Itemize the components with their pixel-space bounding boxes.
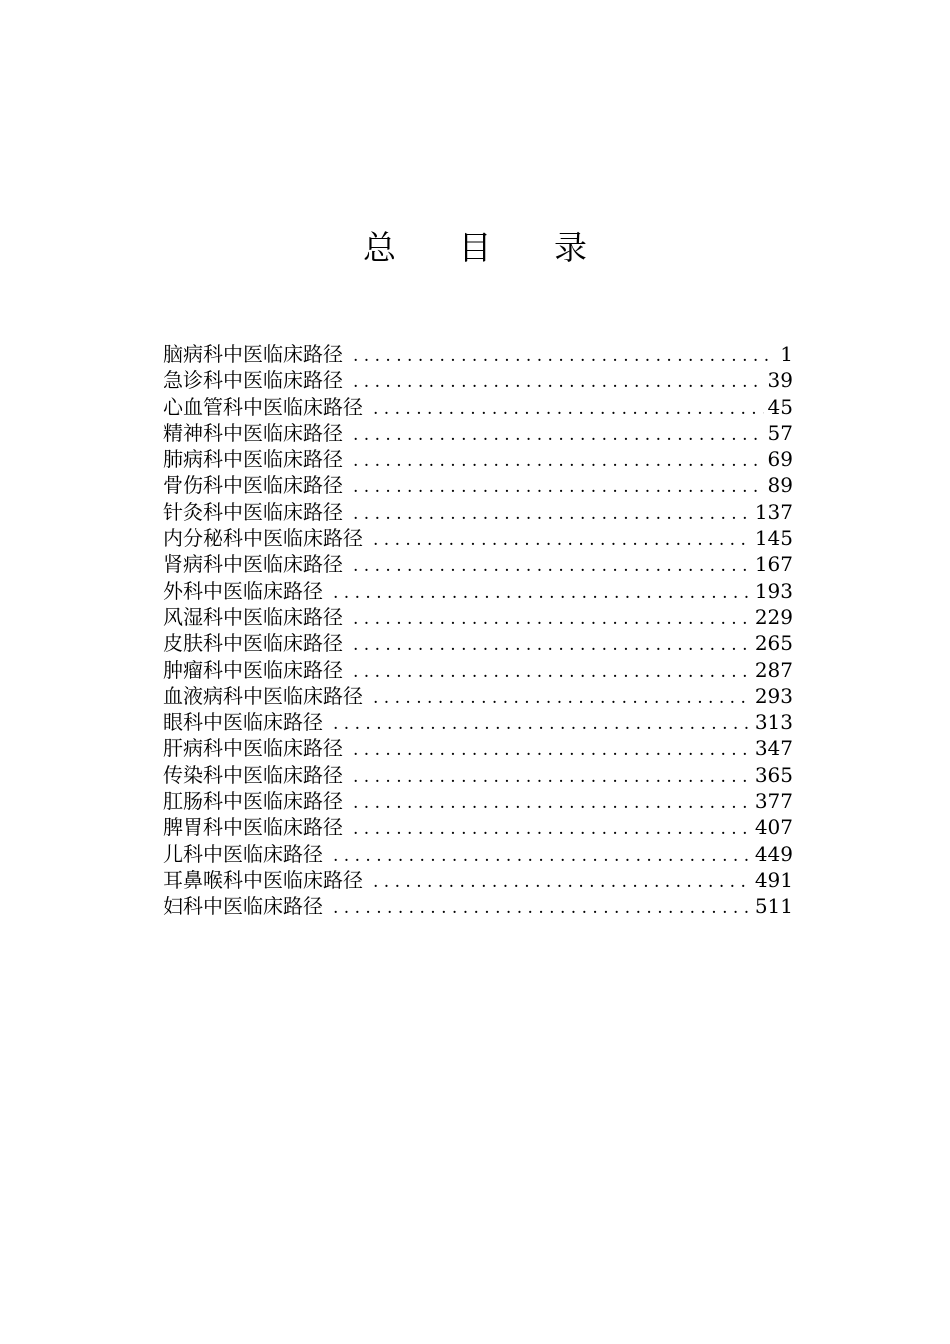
toc-entry-page-number: 377 [754, 789, 793, 814]
toc-entry-label: 精神科中医临床路径 [163, 420, 343, 445]
toc-entry-label: 肾病科中医临床路径 [163, 552, 343, 577]
toc-entry-page-number: 193 [754, 578, 793, 603]
toc-entry-page-number: 347 [754, 736, 793, 761]
toc-dot-leader [353, 816, 751, 840]
toc-dot-leader [353, 790, 751, 814]
page-title: 总 目 录 [363, 228, 613, 267]
toc-entry[interactable] [163, 841, 793, 867]
toc-entry-page-number: 511 [754, 894, 793, 919]
toc-entry-page-number: 365 [754, 762, 793, 787]
toc-entry-label: 急诊科中医临床路径 [163, 368, 343, 393]
toc-dot-leader [353, 343, 776, 367]
toc-entry[interactable] [163, 735, 793, 761]
toc-dot-leader [353, 474, 764, 498]
toc-dot-leader [353, 737, 751, 761]
toc-entry-page-number: 287 [754, 657, 793, 682]
toc-entry[interactable] [163, 683, 793, 709]
toc-dot-leader [353, 369, 764, 393]
toc-entry[interactable] [163, 367, 793, 393]
toc-entry-page-number: 145 [754, 526, 793, 551]
toc-entry-label: 肿瘤科中医临床路径 [163, 657, 343, 682]
toc-dot-leader [353, 448, 764, 472]
toc-dot-leader [373, 396, 764, 420]
toc-entry[interactable] [163, 604, 793, 630]
toc-entry-label: 脑病科中医临床路径 [163, 342, 343, 366]
toc-entry-label: 传染科中医临床路径 [163, 762, 343, 787]
toc-entry-label: 针灸科中医临床路径 [163, 499, 343, 524]
toc-entry-page-number: 69 [767, 447, 793, 472]
toc-entry[interactable] [163, 657, 793, 683]
toc-entry-label: 妇科中医临床路径 [163, 894, 323, 919]
toc-entry[interactable] [163, 472, 793, 498]
toc-entry-page-number: 1 [780, 342, 793, 366]
toc-entry-page-number: 293 [754, 683, 793, 708]
toc-dot-leader [353, 764, 751, 788]
toc-dot-leader [353, 632, 751, 656]
toc-entry-label: 儿科中医临床路径 [163, 841, 323, 866]
toc-entry-page-number: 265 [754, 631, 793, 656]
toc-entry-label: 皮肤科中医临床路径 [163, 631, 343, 656]
toc-entry-label: 心血管科中医临床路径 [163, 394, 363, 419]
toc-entry[interactable] [163, 709, 793, 735]
toc-dot-leader [333, 711, 751, 735]
toc-entry-label: 内分秘科中医临床路径 [163, 526, 363, 551]
table-of-contents [163, 341, 793, 920]
toc-dot-leader [333, 580, 751, 604]
toc-entry[interactable] [163, 630, 793, 656]
toc-entry[interactable] [163, 341, 793, 367]
toc-entry-label: 眼科中医临床路径 [163, 710, 323, 735]
toc-dot-leader [373, 869, 751, 893]
toc-entry-page-number: 39 [767, 368, 793, 393]
toc-dot-leader [373, 527, 751, 551]
toc-dot-leader [353, 606, 751, 630]
toc-entry[interactable] [163, 420, 793, 446]
toc-entry-page-number: 449 [754, 841, 793, 866]
toc-entry[interactable] [163, 762, 793, 788]
toc-entry[interactable] [163, 551, 793, 577]
toc-entry-label: 血液病科中医临床路径 [163, 683, 363, 708]
toc-entry[interactable] [163, 446, 793, 472]
toc-entry-page-number: 491 [754, 867, 793, 892]
toc-entry[interactable] [163, 525, 793, 551]
toc-entry-label: 肛肠科中医临床路径 [163, 789, 343, 814]
toc-dot-leader [333, 895, 751, 919]
toc-entry[interactable] [163, 578, 793, 604]
toc-entry-page-number: 313 [754, 710, 793, 735]
toc-dot-leader [353, 659, 751, 683]
toc-entry-label: 风湿科中医临床路径 [163, 604, 343, 629]
toc-entry[interactable] [163, 814, 793, 840]
toc-entry-page-number: 137 [754, 499, 793, 524]
toc-entry-label: 肝病科中医临床路径 [163, 736, 343, 761]
toc-dot-leader [353, 422, 764, 446]
toc-entry[interactable] [163, 867, 793, 893]
toc-entry-page-number: 407 [754, 815, 793, 840]
toc-entry[interactable] [163, 394, 793, 420]
toc-entry-page-number: 57 [767, 420, 793, 445]
toc-entry-label: 外科中医临床路径 [163, 578, 323, 603]
toc-entry[interactable] [163, 893, 793, 919]
toc-entry[interactable] [163, 499, 793, 525]
toc-entry-page-number: 167 [754, 552, 793, 577]
toc-entry-page-number: 229 [754, 604, 793, 629]
toc-entry-label: 骨伤科中医临床路径 [163, 473, 343, 498]
toc-entry[interactable] [163, 788, 793, 814]
toc-entry-page-number: 45 [767, 394, 793, 419]
toc-dot-leader [353, 501, 751, 525]
toc-entry-label: 耳鼻喉科中医临床路径 [163, 867, 363, 892]
toc-dot-leader [373, 685, 751, 709]
toc-dot-leader [353, 553, 751, 577]
toc-dot-leader [333, 843, 751, 867]
toc-entry-label: 肺病科中医临床路径 [163, 447, 343, 472]
toc-entry-label: 脾胃科中医临床路径 [163, 815, 343, 840]
toc-entry-page-number: 89 [767, 473, 793, 498]
